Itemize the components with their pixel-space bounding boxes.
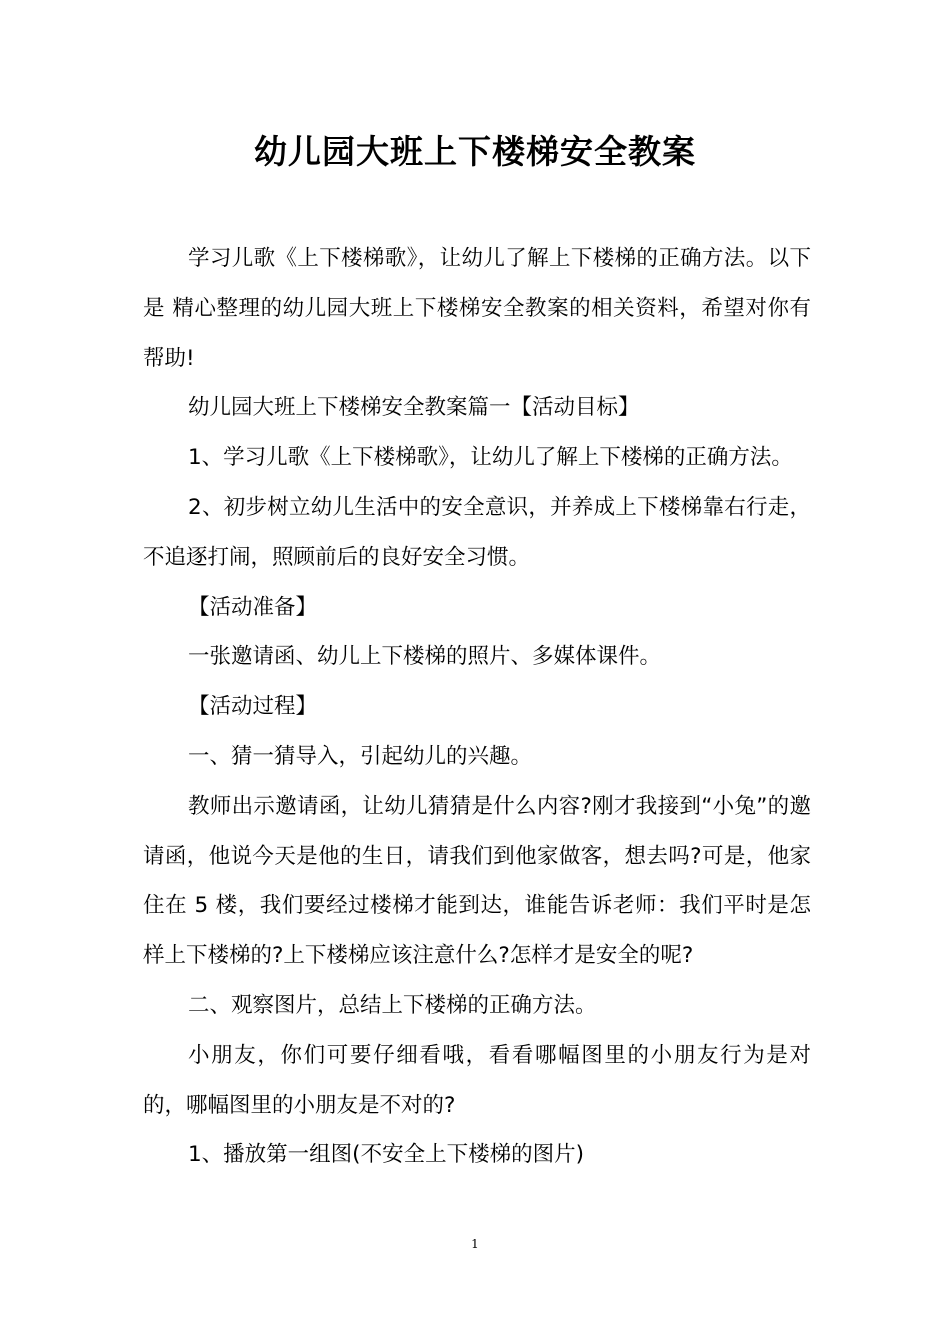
paragraph-section-1-goals: 幼儿园大班上下楼梯安全教案篇一【活动目标】	[188, 395, 640, 421]
paragraph-step-2-item-1: 1、播放第一组图(不安全上下楼梯的图片)	[188, 1142, 584, 1168]
paragraph-intro: 学习儿歌《上下楼梯歌》，让幼儿了解上下楼梯的正确方法。以下是 精心整理的幼儿园大班上下楼梯安全教案的相关资料，希望对你有帮助!	[143, 246, 811, 371]
paragraph-goal-1: 1、学习儿歌《上下楼梯歌》，让幼儿了解上下楼梯的正确方法。	[188, 445, 793, 471]
paragraph-preparation: 一张邀请函、幼儿上下楼梯的照片、多媒体课件。	[188, 644, 662, 670]
paragraph-process-heading: 【活动过程】	[188, 694, 318, 720]
paragraph-preparation-heading: 【活动准备】	[188, 594, 318, 620]
paragraph-step-1-detail: 教师出示邀请函，让幼儿猜猜是什么内容?刚才我接到“小兔”的邀请函，他说今天是他的生日，请我们到他家做客，想去吗?可是，他家住在 5 楼，我们要经过楼梯才能到达，谁能告诉老师：我们平时是怎样上下楼梯的?上下楼梯应该注意什么?怎样才是安全的呢?	[143, 793, 811, 969]
page-number: 1	[471, 1237, 479, 1251]
document-body	[143, 234, 811, 1180]
paragraph-step-1: 一、猜一猜导入，引起幼儿的兴趣。	[188, 743, 533, 769]
paragraph-goal-2: 2、初步树立幼儿生活中的安全意识，并养成上下楼梯靠右行走，不追逐打闹，照顾前后的良好安全习惯。	[143, 494, 811, 570]
paragraph-step-2-detail: 小朋友，你们可要仔细看哦，看看哪幅图里的小朋友行为是对的，哪幅图里的小朋友是不对的?	[143, 1042, 811, 1118]
document-title: 幼儿园大班上下楼梯安全教案	[254, 132, 696, 172]
paragraph-step-2: 二、观察图片，总结上下楼梯的正确方法。	[188, 992, 597, 1018]
